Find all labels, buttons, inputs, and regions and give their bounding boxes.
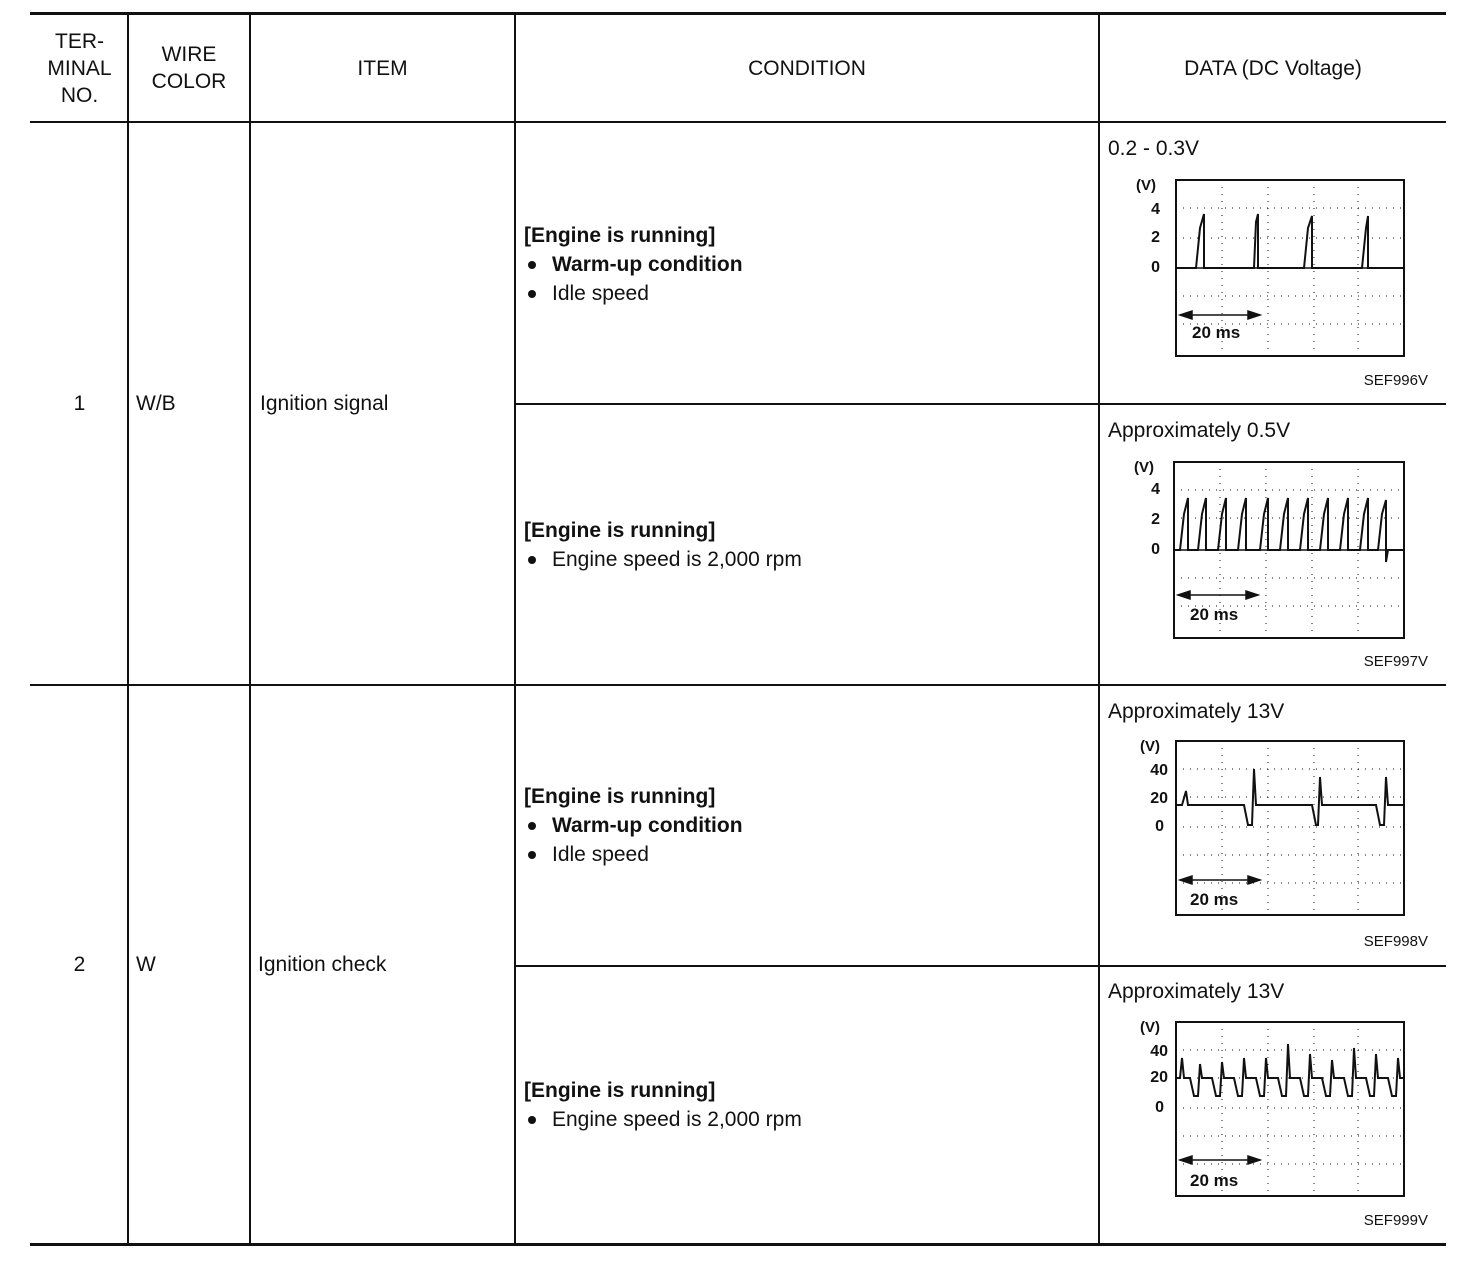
sub-divider-2: [516, 965, 1446, 967]
scope-tick: 0: [1151, 541, 1160, 558]
header-condition: CONDITION: [748, 57, 866, 80]
scope-time-arrow: [1180, 876, 1260, 884]
condition-bullet: Engine speed is 2,000 rpm: [524, 545, 802, 574]
row1-wire-color: W/B: [136, 392, 176, 415]
scope-tick: 4: [1151, 201, 1160, 218]
scope-tick: 2: [1151, 511, 1160, 528]
row2-item: Ignition check: [258, 953, 387, 976]
scope-tick: 4: [1151, 481, 1160, 498]
sub-divider-1: [516, 403, 1446, 405]
scope-grid: [1176, 1022, 1404, 1196]
row1-sub1-data-value: 0.2 - 0.3V: [1108, 137, 1200, 160]
scope-time-arrow: [1180, 1156, 1260, 1164]
scope-tick: 0: [1155, 818, 1164, 835]
scope-waveform: [1176, 769, 1404, 825]
row1-sub2-data-value: Approximately 0.5V: [1108, 419, 1291, 442]
scope-tick: 0: [1151, 259, 1160, 276]
table-top-rule: [30, 12, 1446, 15]
header-wire-line2: COLOR: [151, 70, 227, 93]
col-divider-2: [249, 13, 251, 1245]
row1-sub1-condition: [524, 221, 743, 308]
scope-unit: (V): [1140, 738, 1160, 755]
scope-waveform: [1174, 498, 1404, 562]
header-terminal-line3: NO.: [60, 84, 99, 107]
row2-sub2-condition: [524, 1076, 802, 1134]
row2-sub2-data-value: Approximately 13V: [1108, 980, 1285, 1003]
scope-sef997v: [1132, 454, 1412, 644]
scope-sef999v: [1132, 1014, 1412, 1204]
row2-terminal: 2: [73, 953, 86, 976]
row2-sub1-condition: [524, 782, 743, 869]
row1-terminal: 1: [73, 392, 86, 415]
row2-wire-color: W: [136, 953, 156, 976]
col-divider-4: [1098, 13, 1100, 1245]
header-terminal-no: [32, 28, 127, 109]
condition-bullet: Idle speed: [524, 279, 743, 308]
scope-tick: 20: [1150, 1069, 1168, 1086]
scope-waveform: [1176, 214, 1404, 268]
row1-sub1-figure-code: SEF996V: [1363, 372, 1428, 389]
row2-sub2-figure-code: SEF999V: [1363, 1212, 1428, 1229]
condition-bullet: Engine speed is 2,000 rpm: [524, 1105, 802, 1134]
condition-header: [Engine is running]: [524, 1079, 716, 1102]
scope-time-label: 20 ms: [1190, 1171, 1239, 1190]
scope-time-label: 20 ms: [1192, 323, 1241, 342]
condition-bullet: Warm-up condition: [524, 250, 743, 279]
scope-svg: [1132, 454, 1412, 644]
row1-sub2-condition: [524, 516, 802, 574]
condition-bullet: Warm-up condition: [524, 811, 743, 840]
row2-sub1-figure-code: SEF998V: [1363, 933, 1428, 950]
scope-frame: [1176, 741, 1404, 915]
header-wire-line1: WIRE: [161, 43, 217, 66]
col-divider-1: [127, 13, 129, 1245]
scope-sef998v: [1132, 733, 1412, 923]
scope-tick: 40: [1150, 1043, 1168, 1060]
header-item: ITEM: [357, 57, 408, 80]
scope-time-label: 20 ms: [1190, 890, 1239, 909]
scope-tick: 40: [1150, 762, 1168, 779]
scope-unit: (V): [1134, 459, 1154, 476]
scope-waveform: [1176, 1044, 1404, 1096]
scope-tick: 20: [1150, 790, 1168, 807]
condition-bullet: Idle speed: [524, 840, 743, 869]
row1-sub2-figure-code: SEF997V: [1363, 653, 1428, 670]
scope-time-arrow: [1180, 311, 1260, 319]
scope-unit: (V): [1136, 177, 1156, 194]
scope-svg: [1132, 1014, 1412, 1204]
scope-time-label: 20 ms: [1190, 605, 1239, 624]
condition-header: [Engine is running]: [524, 519, 716, 542]
scope-time-arrow: [1178, 591, 1258, 599]
scope-sef996v: [1132, 172, 1412, 362]
scope-tick: 0: [1155, 1099, 1164, 1116]
scope-grid: [1176, 741, 1404, 915]
table-bottom-rule: [30, 1243, 1446, 1246]
header-terminal-line1: TER-: [55, 30, 104, 53]
row1-bottom-rule: [30, 684, 1446, 686]
scope-unit: (V): [1140, 1019, 1160, 1036]
scope-svg: [1132, 733, 1412, 923]
scope-tick: 2: [1151, 229, 1160, 246]
row2-sub1-data-value: Approximately 13V: [1108, 700, 1285, 723]
header-data: DATA (DC Voltage): [1184, 57, 1362, 80]
header-terminal-line2: MINAL: [47, 57, 112, 80]
col-divider-3: [514, 13, 516, 1245]
condition-header: [Engine is running]: [524, 224, 716, 247]
condition-header: [Engine is running]: [524, 785, 716, 808]
row1-item: Ignition signal: [260, 392, 389, 415]
scope-frame: [1176, 1022, 1404, 1196]
header-bottom-rule: [30, 121, 1446, 123]
scope-svg: [1132, 172, 1412, 362]
header-wire-color: [129, 41, 249, 95]
